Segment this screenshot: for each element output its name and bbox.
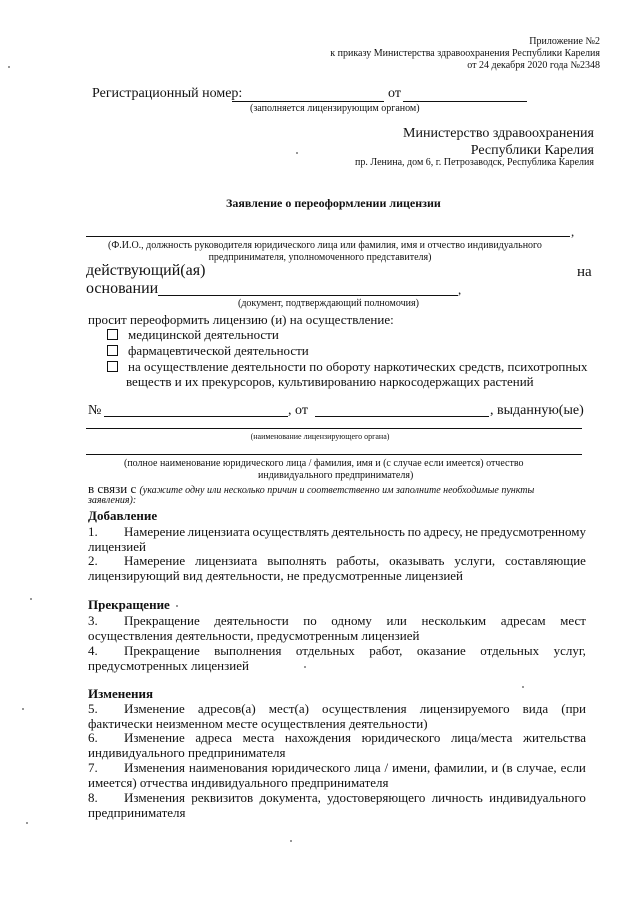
basis-label: основании — [86, 280, 159, 297]
item-8-line2: предпринимателя — [88, 805, 186, 820]
item-3-w0: Прекращение — [124, 613, 200, 628]
item-8-text[interactable] — [124, 790, 586, 806]
reason-prefix: в связи с — [88, 481, 137, 496]
addressee-region: Республики Карелия — [470, 143, 594, 158]
request-intro: просит переоформить лицензию (и) на осуществление: — [88, 312, 394, 327]
basis-comma: , — [458, 282, 462, 297]
page-title: Заявление о переоформлении лицензии — [226, 196, 441, 210]
item-7-w9: случае, — [516, 760, 557, 775]
licensing-authority-field[interactable] — [86, 428, 582, 429]
addition-heading: Добавление — [88, 508, 158, 523]
item-3-w7: мест — [560, 613, 586, 628]
item-6-w4: юридического — [361, 730, 441, 745]
item-5-w5: вида — [522, 701, 549, 716]
item-7-w7: и — [491, 760, 499, 775]
license-from-label: , от — [288, 403, 308, 418]
item-1-w6: не — [465, 524, 478, 539]
scan-speck — [26, 822, 28, 824]
item-6-w5: лица/места — [450, 730, 513, 745]
registration-date-field[interactable] — [403, 101, 527, 102]
item-4-w6: услуг, — [553, 643, 586, 658]
item-5-w1: адресов(а) — [197, 701, 256, 716]
addressee-ministry: Министерство здравоохранения — [403, 126, 594, 141]
acting-label: действующий(ая) — [86, 262, 206, 279]
item-4-w0: Прекращение — [124, 643, 200, 658]
basis-caption: (документ, подтверждающий полномочия) — [238, 298, 419, 309]
option-medical-label: медицинской деятельности — [128, 327, 279, 342]
item-6-w1: адреса — [195, 730, 232, 745]
scan-speck — [8, 66, 10, 68]
reason-hint-1: (укажите одну или несколько причин и соответственно им заполните необходимые пункты — [139, 485, 535, 496]
reason-line — [88, 481, 534, 497]
item-5-text[interactable] — [124, 701, 586, 717]
item-4-text[interactable] — [124, 643, 586, 659]
item-3-w6: адресам — [500, 613, 546, 628]
item-8-w4: личность — [431, 790, 483, 805]
applicant-caption-2: предпринимателя, уполномоченного представителя) — [208, 252, 432, 263]
checkbox-pharmacy[interactable] — [107, 345, 118, 356]
item-4-w5: отдельных — [480, 643, 540, 658]
item-2-text[interactable] — [124, 553, 586, 569]
addressee-address: пр. Ленина, дом 6, г. Петрозаводск, Республика Карелия — [355, 157, 594, 168]
item-2-w5: услуги, — [454, 553, 496, 568]
item-8-number: 8. — [88, 790, 98, 805]
license-number-sign: № — [88, 403, 102, 418]
item-1-line2: лицензией — [88, 539, 146, 554]
appendix-date: от 24 декабря 2020 года №2348 — [467, 60, 600, 71]
item-1-w0: Намерение — [124, 524, 186, 539]
item-6-w3: нахождения — [284, 730, 351, 745]
scan-speck — [296, 152, 298, 154]
item-6-w0: Изменение — [124, 730, 185, 745]
item-5-w0: Изменение — [124, 701, 185, 716]
item-7-w3: лица — [354, 760, 381, 775]
option-pharmacy-label: фармацевтической деятельности — [128, 343, 309, 358]
scan-speck — [304, 666, 306, 668]
item-6-w6: жительства — [522, 730, 586, 745]
item-6-text[interactable] — [124, 730, 586, 746]
license-number-field[interactable] — [104, 416, 288, 417]
checkbox-medical[interactable] — [107, 329, 118, 340]
license-date-field[interactable] — [315, 416, 489, 417]
item-5-line2: фактически неизменном месте осуществления деятельности) — [88, 716, 428, 731]
item-2-number: 2. — [88, 553, 98, 568]
item-8-w1: реквизитов — [191, 790, 254, 805]
scan-speck — [522, 686, 524, 688]
appendix-block — [330, 36, 600, 72]
holder-caption-2: индивидуального предпринимателя) — [258, 470, 414, 481]
item-1-w3: деятельность — [331, 524, 405, 539]
item-7-w0: Изменения — [124, 760, 185, 775]
license-holder-field[interactable] — [86, 454, 582, 455]
item-2-line2: лицензирующий вид деятельности, не предусмотренные лицензией — [88, 568, 464, 583]
item-3-text[interactable] — [124, 613, 586, 629]
item-6-number: 6. — [88, 730, 98, 745]
item-4-w2: отдельных — [295, 643, 355, 658]
registration-label: Регистрационный номер: — [92, 86, 243, 101]
item-6-line2: индивидуального предпринимателя — [88, 745, 286, 760]
item-8-w3: удостоверяющего — [327, 790, 426, 805]
item-5-w6: (при — [561, 701, 586, 716]
checkbox-narcotics[interactable] — [107, 361, 118, 372]
item-4-line2: предусмотренных лицензией — [88, 658, 249, 673]
item-1-w5: адресу, — [423, 524, 463, 539]
item-7-w1: наименования — [188, 760, 268, 775]
registration-from-label: от — [388, 86, 401, 101]
item-2-w1: лицензиата — [195, 553, 258, 568]
addressee-block — [403, 125, 594, 159]
item-5-number: 5. — [88, 701, 98, 716]
scan-speck — [176, 605, 178, 607]
option-narcotics-label: на осуществление деятельности по обороту наркотических средств, психотропных — [128, 359, 588, 374]
item-7-w6: фамилии, — [434, 760, 488, 775]
termination-heading: Прекращение — [88, 597, 170, 612]
item-7-w4: / — [384, 760, 389, 775]
item-1-text[interactable] — [124, 524, 586, 540]
item-2-w0: Намерение — [124, 553, 186, 568]
item-7-w10: если — [560, 760, 586, 775]
registration-number-field[interactable] — [232, 101, 384, 102]
item-1-w2: осуществлять — [252, 524, 330, 539]
item-7-number: 7. — [88, 760, 98, 775]
item-8-w5: индивидуального — [489, 790, 586, 805]
changes-heading: Изменения — [88, 686, 154, 701]
item-2-w3: работы, — [336, 553, 380, 568]
item-1-w4: по — [407, 524, 422, 539]
item-4-number: 4. — [88, 643, 98, 658]
item-2-w2: выполнять — [267, 553, 327, 568]
item-3-w2: по — [303, 613, 317, 628]
item-4-w4: оказание — [416, 643, 466, 658]
item-8-w2: документа, — [259, 790, 321, 805]
item-1-w1: лицензиата — [187, 524, 250, 539]
item-1-number: 1. — [88, 524, 98, 539]
option-narcotics-line2: веществ и их прекурсоров, культивированию наркосодержащих растений — [126, 374, 534, 389]
item-3-w5: нескольким — [421, 613, 487, 628]
item-4-w1: выполнения — [214, 643, 282, 658]
authority-caption: (наименование лицензирующего органа) — [250, 432, 390, 441]
scan-speck — [290, 840, 292, 842]
scan-speck — [22, 708, 24, 710]
registration-note: (заполняется лицензирующим органом) — [250, 103, 420, 114]
item-2-w6: составляющие — [505, 553, 586, 568]
applicant-name-field[interactable] — [86, 236, 570, 237]
option-narcotics[interactable] — [107, 359, 588, 375]
item-3-line2: осуществления деятельности, предусмотренным лицензией — [88, 628, 420, 643]
item-3-number: 3. — [88, 613, 98, 628]
option-medical[interactable] — [107, 327, 279, 343]
item-6-w2: места — [242, 730, 275, 745]
item-7-text[interactable] — [124, 760, 586, 776]
applicant-caption-1: (Ф.И.О., должность руководителя юридического лица или фамилия, имя и отчество индивидуального — [108, 240, 542, 251]
holder-caption-1: (полное наименование юридического лица / фамилия, имя и (с случае если имеется) отчество — [124, 458, 524, 469]
item-3-w4: или — [386, 613, 407, 628]
item-5-w3: осуществления — [322, 701, 407, 716]
option-pharmacy[interactable] — [107, 343, 309, 359]
item-5-w2: мест(а) — [268, 701, 309, 716]
item-7-w2: юридического — [271, 760, 351, 775]
on-label: на — [577, 264, 592, 280]
item-3-w1: деятельности — [214, 613, 289, 628]
basis-document-field[interactable] — [158, 295, 458, 296]
reason-hint-2: заявления): — [88, 495, 137, 506]
item-4-w3: работ, — [369, 643, 403, 658]
item-1-w7: предусмотренному — [480, 524, 586, 539]
item-2-w4: оказывать — [389, 553, 445, 568]
appendix-order: к приказу Министерства здравоохранения Республики Карелия — [330, 48, 600, 59]
item-7-w5: имени, — [392, 760, 431, 775]
item-8-w0: Изменения — [124, 790, 185, 805]
license-issued-label: , выданную(ые) — [490, 403, 584, 418]
item-5-w4: лицензируемого — [419, 701, 510, 716]
applicant-comma: , — [571, 224, 575, 239]
item-7-line2: имеется) отчества индивидуального предпринимателя — [88, 775, 389, 790]
item-3-w3: одному — [331, 613, 372, 628]
item-7-w8: (в — [502, 760, 513, 775]
appendix-title: Приложение №2 — [529, 36, 600, 47]
scan-speck — [30, 598, 32, 600]
